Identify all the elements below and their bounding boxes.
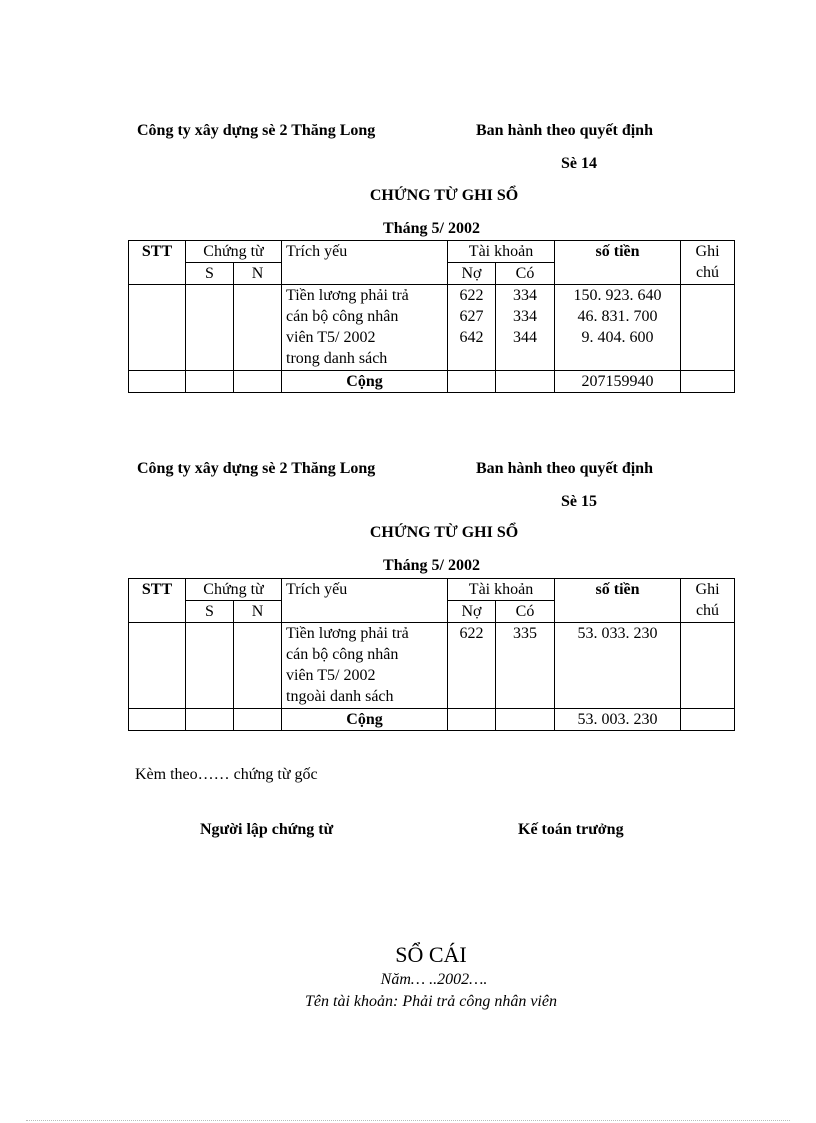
voucher-number: Sè 14 xyxy=(561,155,597,172)
voucher-table xyxy=(128,240,735,393)
header-ghi-chu: Ghi chú xyxy=(681,579,735,623)
total-row xyxy=(129,371,735,393)
cell-n xyxy=(234,285,282,371)
header-s: S xyxy=(186,263,234,285)
account-co: 334 xyxy=(513,308,537,325)
ledger-title: SỔ CÁI xyxy=(395,942,467,967)
cell-n xyxy=(234,623,282,709)
header-no: Nợ xyxy=(448,601,496,623)
issued-by: Ban hành theo quyết định xyxy=(476,122,653,139)
header-stt: STT xyxy=(129,579,186,623)
cell-stt xyxy=(129,285,186,371)
description-line: Tiền lương phải trả xyxy=(286,287,409,304)
table-row xyxy=(129,285,735,371)
page-bottom-rule xyxy=(26,1120,790,1121)
table-row xyxy=(129,623,735,709)
description-line-text: viên T5/ 2002 xyxy=(286,329,376,346)
header-chung-tu: Chứng từ xyxy=(186,241,282,263)
cell-no xyxy=(448,623,496,709)
voucher-month: Tháng 5/ 2002 xyxy=(383,220,480,237)
cell-no xyxy=(448,285,496,371)
cell-stt xyxy=(129,623,186,709)
header-n: N xyxy=(234,263,282,285)
description-line: trong danh sách xyxy=(286,350,388,367)
header-so-tien: số tiền xyxy=(555,579,681,623)
description-line: cán bộ công nhân xyxy=(286,646,399,663)
header-co: Có xyxy=(496,263,555,285)
cell-description xyxy=(282,285,448,371)
cell-amount xyxy=(555,285,681,371)
account-no: 622 xyxy=(459,625,484,642)
ledger-account-name: Tên tài khoản: Phải trả công nhân viên xyxy=(305,993,557,1010)
header-stt: STT xyxy=(129,241,186,285)
account-co: 344 xyxy=(513,329,537,346)
amount: 46. 831. 700 xyxy=(577,308,658,325)
header-tai-khoan: Tài khoản xyxy=(448,579,555,601)
amount: 9. 404. 600 xyxy=(581,329,654,346)
amount: 150. 923. 640 xyxy=(573,287,662,304)
issued-by: Ban hành theo quyết định xyxy=(476,460,653,477)
cell-s xyxy=(186,623,234,709)
account-no: 627 xyxy=(459,308,484,325)
header-ghi-chu: Ghi chú xyxy=(681,241,735,285)
total-row xyxy=(129,709,735,731)
description-line: tngoài danh sách xyxy=(286,688,394,705)
company-name: Công ty xây dựng sè 2 Thăng Long xyxy=(137,122,376,139)
amount: 53. 033. 230 xyxy=(577,625,658,642)
ledger-year: Năm… ..2002…. xyxy=(380,971,488,988)
header-n: N xyxy=(234,601,282,623)
header-trich-yeu: Trích yếu xyxy=(282,241,448,285)
voucher-table xyxy=(128,578,735,731)
header-no: Nợ xyxy=(448,263,496,285)
account-no: 642 xyxy=(459,329,484,346)
description-line: viên T5/ 2002 xyxy=(286,667,376,684)
header-co: Có xyxy=(496,601,555,623)
account-no: 622 xyxy=(459,287,484,304)
header-trich-yeu: Trích yếu xyxy=(282,579,448,623)
account-co: 335 xyxy=(513,625,537,642)
signature-chief-accountant: Kế toán trưởng xyxy=(518,821,624,838)
description-line xyxy=(286,327,443,348)
signature-preparer: Người lập chứng từ xyxy=(200,821,334,838)
cell-note xyxy=(681,285,735,371)
total-amount: 207159940 xyxy=(555,371,681,393)
header-so-tien: số tiền xyxy=(555,241,681,285)
cell-description xyxy=(282,623,448,709)
cell-co xyxy=(496,285,555,371)
total-label: Cộng xyxy=(282,709,448,731)
description-line: Tiền lương phải trả xyxy=(286,625,409,642)
voucher-month: Tháng 5/ 2002 xyxy=(383,557,480,574)
voucher-title: CHỨNG TỪ GHI SỔ xyxy=(369,187,519,204)
account-co: 334 xyxy=(513,287,537,304)
description-line: cán bộ công nhân xyxy=(286,308,399,325)
header-tai-khoan: Tài khoản xyxy=(448,241,555,263)
cell-s xyxy=(186,285,234,371)
cell-co xyxy=(496,623,555,709)
total-label: Cộng xyxy=(282,371,448,393)
attachment-note: Kèm theo…… chứng từ gốc xyxy=(135,766,318,783)
voucher-title: CHỨNG TỪ GHI SỔ xyxy=(369,524,519,541)
total-amount: 53. 003. 230 xyxy=(555,709,681,731)
header-chung-tu: Chứng từ xyxy=(186,579,282,601)
cell-note xyxy=(681,623,735,709)
company-name: Công ty xây dựng sè 2 Thăng Long xyxy=(137,460,376,477)
cell-amount xyxy=(555,623,681,709)
header-s: S xyxy=(186,601,234,623)
voucher-number: Sè 15 xyxy=(561,493,597,510)
